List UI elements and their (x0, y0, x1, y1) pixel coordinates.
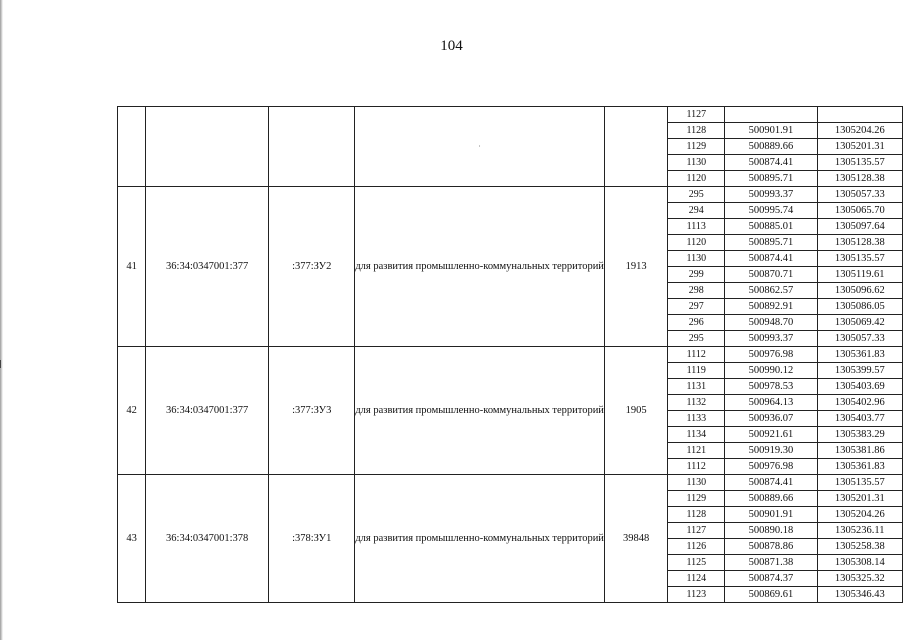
point-number-cell: 1112 (668, 347, 725, 363)
coordinate-x-cell: 500870.71 (725, 267, 817, 283)
point-number-cell: 1134 (668, 427, 725, 443)
point-number-cell: 1129 (668, 139, 725, 155)
coordinate-x-cell: 500878.86 (725, 539, 817, 555)
scan-dot-mark: · (478, 142, 481, 151)
cadastral-number-cell: 36:34:0347001:377 (146, 347, 269, 475)
coordinate-x-cell: 500869.61 (725, 587, 817, 603)
plot-designation-cell (269, 107, 355, 187)
coordinate-y-cell: 1305128.38 (817, 171, 902, 187)
coordinate-x-cell: 500871.38 (725, 555, 817, 571)
coordinate-y-cell: 1305403.77 (817, 411, 902, 427)
coordinate-x-cell: 500990.12 (725, 363, 817, 379)
point-number-cell: 294 (668, 203, 725, 219)
coordinate-x-cell: 500874.37 (725, 571, 817, 587)
coordinate-y-cell: 1305383.29 (817, 427, 902, 443)
point-number-cell: 1125 (668, 555, 725, 571)
coordinate-x-cell: 500978.53 (725, 379, 817, 395)
point-number-cell: 1120 (668, 235, 725, 251)
coordinate-y-cell: 1305065.70 (817, 203, 902, 219)
point-number-cell: 1127 (668, 523, 725, 539)
coordinate-x-cell: 500862.57 (725, 283, 817, 299)
area-cell (604, 107, 667, 187)
table-row (118, 347, 903, 363)
coordinate-y-cell: 1305201.31 (817, 491, 902, 507)
table-row (118, 475, 903, 491)
area-cell: 1913 (604, 187, 667, 347)
row-number-cell: 43 (118, 475, 146, 603)
purpose-cell: для развития промышленно-коммунальных территорий (355, 347, 605, 475)
coordinate-y-cell: 1305399.57 (817, 363, 902, 379)
point-number-cell: 1130 (668, 475, 725, 491)
coordinate-y-cell: 1305346.43 (817, 587, 902, 603)
plot-designation-cell: :377:ЗУ2 (269, 187, 355, 347)
point-number-cell: 295 (668, 331, 725, 347)
coordinate-x-cell: 500889.66 (725, 139, 817, 155)
coordinate-y-cell: 1305135.57 (817, 475, 902, 491)
scan-left-mark (0, 360, 1, 368)
coordinates-table (117, 106, 903, 603)
coordinate-x-cell: 500964.13 (725, 395, 817, 411)
coordinate-x-cell: 500995.74 (725, 203, 817, 219)
coordinate-y-cell: 1305402.96 (817, 395, 902, 411)
point-number-cell: 1112 (668, 459, 725, 475)
coordinate-x-cell: 500892.91 (725, 299, 817, 315)
coordinate-y-cell: 1305204.26 (817, 123, 902, 139)
point-number-cell: 1131 (668, 379, 725, 395)
coordinate-x-cell: 500921.61 (725, 427, 817, 443)
coordinate-x-cell: 500895.71 (725, 235, 817, 251)
coordinate-x-cell: 500901.91 (725, 507, 817, 523)
point-number-cell: 295 (668, 187, 725, 203)
cadastral-number-cell: 36:34:0347001:377 (146, 187, 269, 347)
coordinate-x-cell: 500889.66 (725, 491, 817, 507)
coordinate-y-cell: 1305135.57 (817, 251, 902, 267)
point-number-cell: 1126 (668, 539, 725, 555)
point-number-cell: 1121 (668, 443, 725, 459)
coordinate-y-cell: 1305057.33 (817, 331, 902, 347)
point-number-cell: 1127 (668, 107, 725, 123)
coordinate-y-cell (817, 107, 902, 123)
coordinate-y-cell: 1305381.86 (817, 443, 902, 459)
purpose-cell: для развития промышленно-коммунальных территорий (355, 475, 605, 603)
purpose-cell: для развития промышленно-коммунальных территорий (355, 187, 605, 347)
point-number-cell: 1120 (668, 171, 725, 187)
coordinate-y-cell: 1305096.62 (817, 283, 902, 299)
point-number-cell: 1130 (668, 155, 725, 171)
coordinate-x-cell: 500874.41 (725, 251, 817, 267)
area-cell: 39848 (604, 475, 667, 603)
point-number-cell: 1130 (668, 251, 725, 267)
purpose-cell (355, 107, 605, 187)
row-number-cell (118, 107, 146, 187)
point-number-cell: 1128 (668, 507, 725, 523)
point-number-cell: 299 (668, 267, 725, 283)
coordinate-x-cell: 500936.07 (725, 411, 817, 427)
plot-designation-cell: :377:ЗУ3 (269, 347, 355, 475)
coordinate-y-cell: 1305119.61 (817, 267, 902, 283)
coordinate-y-cell: 1305201.31 (817, 139, 902, 155)
point-number-cell: 1119 (668, 363, 725, 379)
coordinate-x-cell: 500948.70 (725, 315, 817, 331)
table-row (118, 187, 903, 203)
coordinate-x-cell: 500901.91 (725, 123, 817, 139)
row-number-cell: 42 (118, 347, 146, 475)
coordinate-x-cell: 500993.37 (725, 331, 817, 347)
coordinate-y-cell: 1305069.42 (817, 315, 902, 331)
coordinate-x-cell: 500874.41 (725, 155, 817, 171)
point-number-cell: 1133 (668, 411, 725, 427)
coordinate-y-cell: 1305204.26 (817, 507, 902, 523)
coordinate-y-cell: 1305258.38 (817, 539, 902, 555)
coordinate-y-cell: 1305236.11 (817, 523, 902, 539)
point-number-cell: 1129 (668, 491, 725, 507)
point-number-cell: 1128 (668, 123, 725, 139)
page-number: 104 (440, 38, 463, 54)
point-number-cell: 1123 (668, 587, 725, 603)
point-number-cell: 1132 (668, 395, 725, 411)
coordinate-x-cell: 500890.18 (725, 523, 817, 539)
area-cell: 1905 (604, 347, 667, 475)
coordinate-x-cell: 500993.37 (725, 187, 817, 203)
coordinate-y-cell: 1305086.05 (817, 299, 902, 315)
coordinate-y-cell: 1305361.83 (817, 459, 902, 475)
point-number-cell: 296 (668, 315, 725, 331)
point-number-cell: 297 (668, 299, 725, 315)
plot-designation-cell: :378:ЗУ1 (269, 475, 355, 603)
coordinate-y-cell: 1305135.57 (817, 155, 902, 171)
coordinate-x-cell: 500885.01 (725, 219, 817, 235)
row-number-cell: 41 (118, 187, 146, 347)
coordinate-y-cell: 1305057.33 (817, 187, 902, 203)
coordinate-x-cell: 500976.98 (725, 459, 817, 475)
coordinate-x-cell: 500874.41 (725, 475, 817, 491)
scan-left-edge (0, 0, 3, 640)
coordinate-x-cell: 500919.30 (725, 443, 817, 459)
coordinate-y-cell: 1305308.14 (817, 555, 902, 571)
cadastral-number-cell: 36:34:0347001:378 (146, 475, 269, 603)
point-number-cell: 1113 (668, 219, 725, 235)
cadastral-number-cell (146, 107, 269, 187)
coordinate-x-cell: 500895.71 (725, 171, 817, 187)
coordinate-y-cell: 1305128.38 (817, 235, 902, 251)
point-number-cell: 298 (668, 283, 725, 299)
table-row (118, 107, 903, 123)
coordinate-x-cell (725, 107, 817, 123)
coordinate-y-cell: 1305361.83 (817, 347, 902, 363)
coordinate-y-cell: 1305325.32 (817, 571, 902, 587)
point-number-cell: 1124 (668, 571, 725, 587)
coordinate-y-cell: 1305403.69 (817, 379, 902, 395)
coordinate-x-cell: 500976.98 (725, 347, 817, 363)
coordinate-y-cell: 1305097.64 (817, 219, 902, 235)
